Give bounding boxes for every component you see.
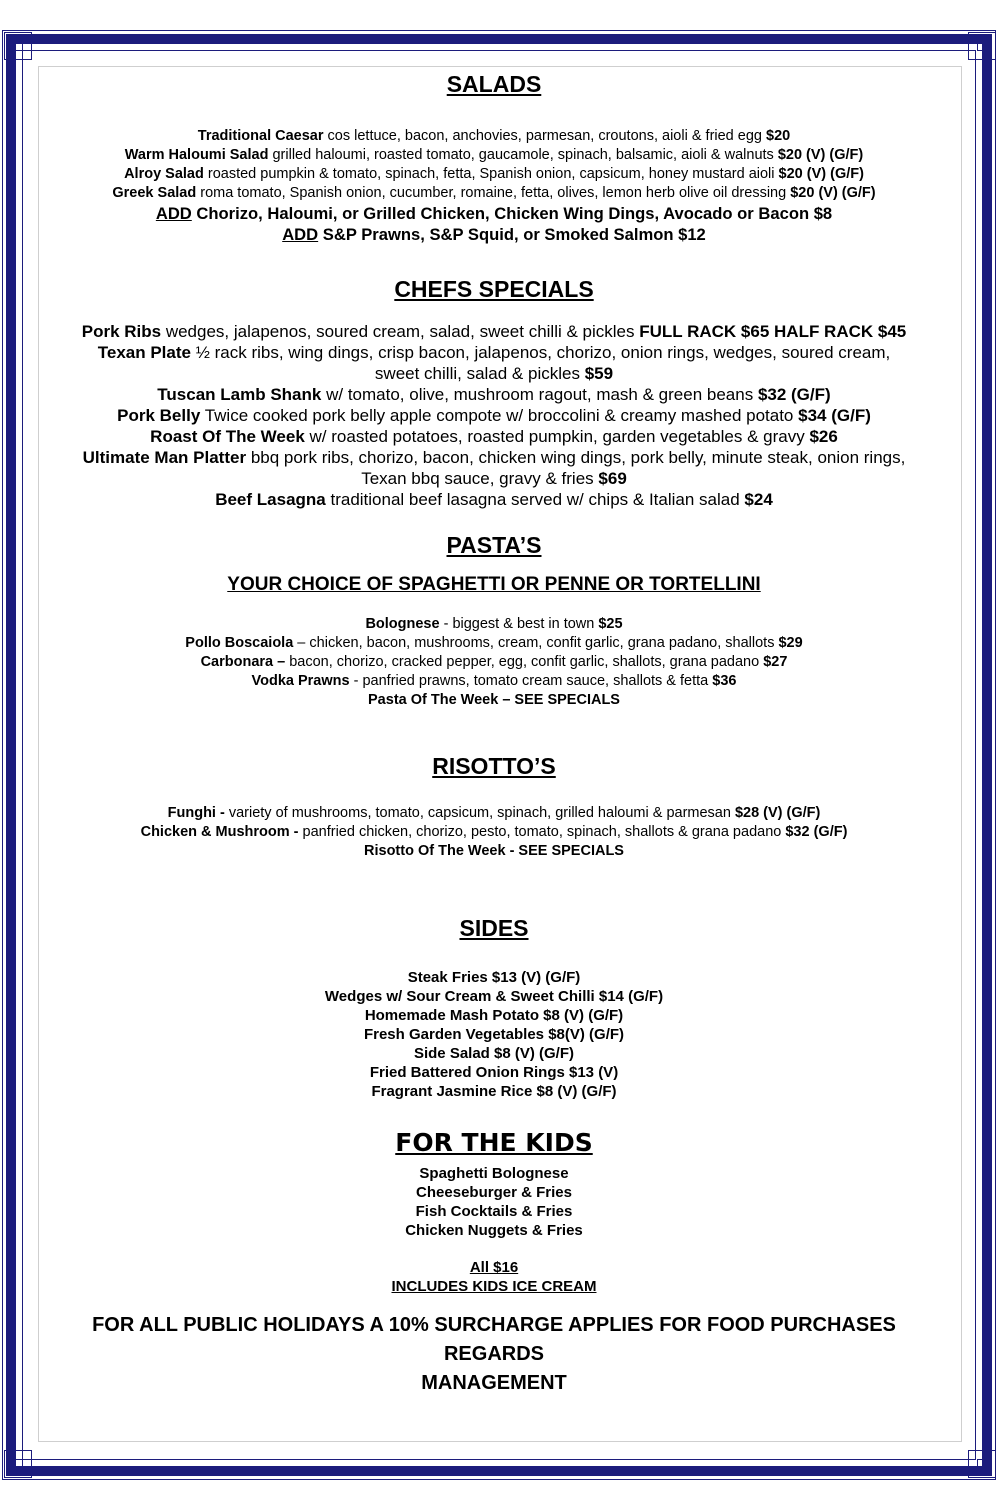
special-item: Tuscan Lamb Shank w/ tomato, olive, mushroom ragout, mash & green beans $32 (G/F)	[157, 385, 831, 404]
kids-item: Spaghetti Bolognese	[419, 1165, 569, 1182]
section-title-sides: SIDES	[459, 915, 529, 941]
risotto-of-the-week: Risotto Of The Week - SEE SPECIALS	[364, 843, 624, 859]
special-item: Texan Plate ½ rack ribs, wing dings, crisp bacon, jalapenos, chorizo, onion rings, wedges, soured cream, sweet chilli, salad & pickles $59	[97, 343, 891, 383]
corner-ornament-bottom-right	[968, 1450, 996, 1478]
kids-note: INCLUDES KIDS ICE CREAM	[391, 1278, 597, 1295]
surcharge-notice: FOR ALL PUBLIC HOLIDAYS A 10% SURCHARGE APPLIES FOR FOOD PURCHASES	[92, 1314, 896, 1336]
risotto-item: Funghi - variety of mushrooms, tomato, capsicum, spinach, grilled haloumi & parmesan $28 (V) (G/F)	[167, 805, 821, 821]
side-item: Homemade Mash Potato $8 (V) (G/F)	[364, 1007, 624, 1024]
management-line: MANAGEMENT	[421, 1372, 567, 1394]
menu-content	[40, 68, 948, 1398]
section-title-chefs-specials: CHEFS SPECIALS	[394, 276, 594, 302]
kids-item: Fish Cocktails & Fries	[415, 1203, 573, 1220]
section-title-salads: SALADS	[446, 71, 542, 97]
corner-ornament-top-left	[4, 32, 32, 60]
side-item: Fresh Garden Vegetables $8(V) (G/F)	[363, 1026, 625, 1043]
section-title-risotto: RISOTTO’S	[432, 753, 556, 779]
pasta-of-the-week: Pasta Of The Week – SEE SPECIALS	[368, 692, 620, 708]
special-item: Pork Belly Twice cooked pork belly apple compote w/ broccolini & creamy mashed potato $34 (G/F)	[117, 406, 871, 425]
salad-item: Alroy Salad roasted pumpkin & tomato, spinach, fetta, Spanish onion, capsicum, honey mustard aioli $20 (V) (G/F)	[124, 166, 864, 182]
pasta-item: Bolognese - biggest & best in town $25	[365, 616, 623, 632]
corner-ornament-top-right	[968, 32, 996, 60]
side-item: Side Salad $8 (V) (G/F)	[413, 1045, 575, 1062]
pasta-subtitle: YOUR CHOICE OF SPAGHETTI OR PENNE OR TORTELLINI	[227, 574, 761, 595]
special-item: Pork Ribs wedges, jalapenos, soured cream, salad, sweet chilli & pickles FULL RACK $65 HALF RACK $45	[81, 322, 907, 341]
side-item: Steak Fries $13 (V) (G/F)	[407, 969, 581, 986]
side-item: Wedges w/ Sour Cream & Sweet Chilli $14 (G/F)	[324, 988, 664, 1005]
special-item: Ultimate Man Platter bbq pork ribs, chorizo, bacon, chicken wing dings, pork belly, minute steak, onion rings, Texan bbq sauce, gravy & fries $69	[82, 448, 906, 488]
side-item: Fragrant Jasmine Rice $8 (V) (G/F)	[371, 1083, 617, 1100]
section-title-pasta: PASTA’S	[446, 532, 542, 558]
special-item: Roast Of The Week w/ roasted potatoes, roasted pumpkin, garden vegetables & gravy $26	[150, 427, 838, 446]
salad-item: Traditional Caesar cos lettuce, bacon, anchovies, parmesan, croutons, aioli & fried egg $20	[197, 128, 791, 144]
risotto-item: Chicken & Mushroom - panfried chicken, chorizo, pesto, tomato, spinach, shallots & grana padano $32 (G/F)	[140, 824, 848, 840]
kids-price: All $16	[469, 1259, 519, 1276]
kids-item: Chicken Nuggets & Fries	[405, 1222, 583, 1239]
pasta-item: Carbonara – bacon, chorizo, cracked pepper, egg, confit garlic, shallots, grana padano $27	[200, 654, 788, 670]
salad-item: Warm Haloumi Salad grilled haloumi, roasted tomato, gaucamole, spinach, balsamic, aioli & walnuts $20 (V) (G/F)	[124, 147, 864, 163]
salad-item: Greek Salad roma tomato, Spanish onion, cucumber, romaine, fetta, olives, lemon herb olive oil dressing $20 (V) (G/F)	[112, 185, 876, 201]
special-item: Beef Lasagna traditional beef lasagna served w/ chips & Italian salad $24	[215, 490, 773, 509]
pasta-item: Vodka Prawns - panfried prawns, tomato cream sauce, shallots & fetta $36	[251, 673, 737, 689]
side-item: Fried Battered Onion Rings $13 (V)	[369, 1064, 619, 1081]
kids-item: Cheeseburger & Fries	[416, 1184, 572, 1201]
salad-add-ons-seafood: ADD S&P Prawns, S&P Squid, or Smoked Salmon $12	[282, 225, 706, 244]
corner-ornament-bottom-left	[4, 1450, 32, 1478]
section-title-kids: FOR THE KIDS	[395, 1128, 593, 1157]
salad-add-ons: ADD Chorizo, Haloumi, or Grilled Chicken, Chicken Wing Dings, Avocado or Bacon $8	[155, 204, 833, 223]
pasta-item: Pollo Boscaiola – chicken, bacon, mushrooms, cream, confit garlic, grana padano, shallots $29	[185, 635, 803, 651]
regards-line: REGARDS	[443, 1343, 544, 1365]
